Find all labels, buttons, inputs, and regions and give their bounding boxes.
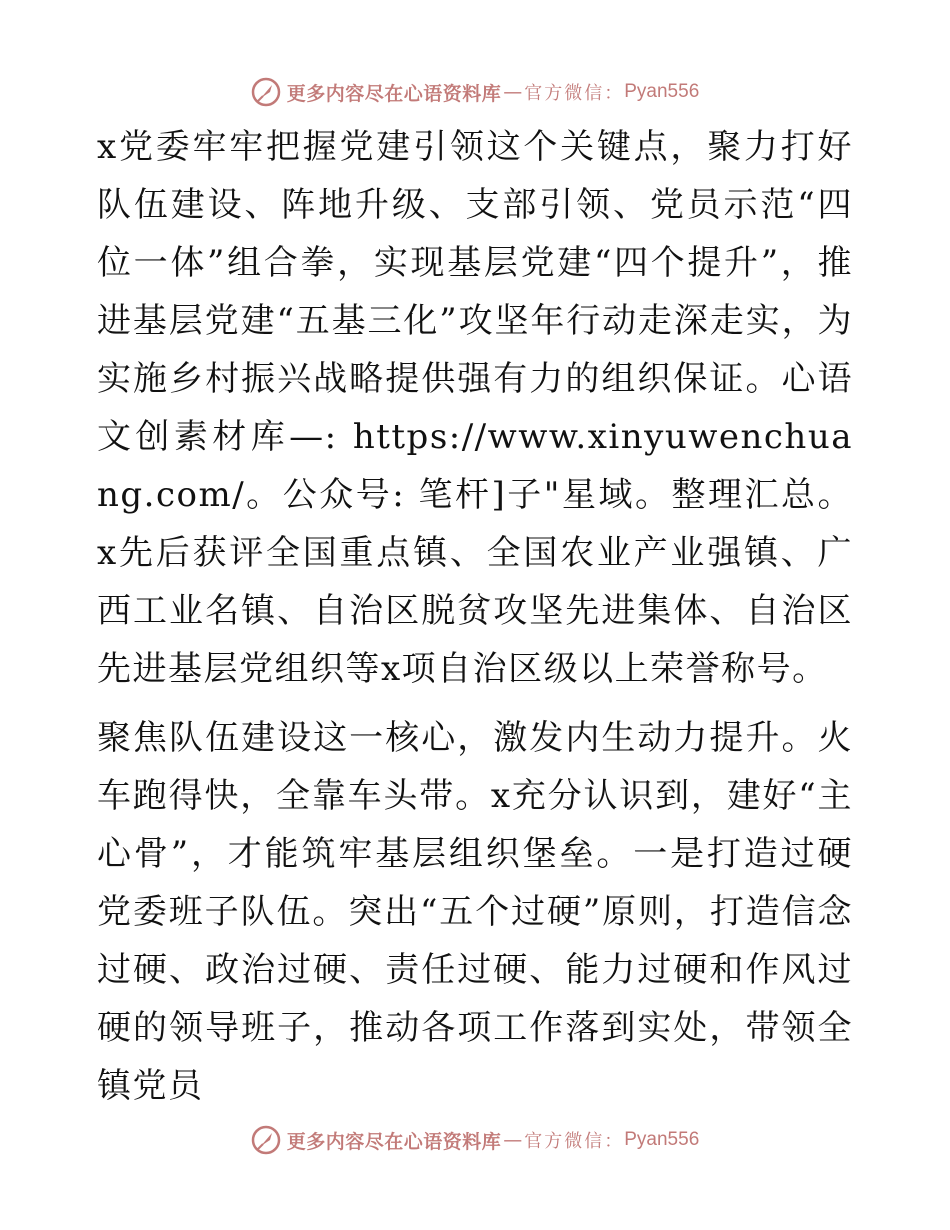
watermark-wechat-label: 官方微信： xyxy=(524,1131,625,1152)
watermark-wechat-id: Pyan556 xyxy=(624,81,700,102)
watermark-separator: — xyxy=(503,1129,523,1151)
document-body xyxy=(97,118,853,1126)
watermark-main-text: 更多内容尽在心语资料库 xyxy=(286,1130,502,1153)
feather-pen-logo-icon xyxy=(251,1125,281,1155)
feather-pen-logo-icon xyxy=(251,77,281,107)
header-watermark xyxy=(0,72,950,112)
paragraph-1: x党委牢牢把握党建引领这个关键点，聚力打好队伍建设、阵地升级、支部引领、党员示范“四位一体”组合拳，实现基层党建“四个提升”，推进基层党建“五基三化”攻坚年行动走深走实，为实施乡村振兴战略提供强有力的组织保证。心语文创素材库—: https://www.xinyuwenchuang.com/。公众号: 笔杆]子"星域。整理汇总。x先后获评全国重点镇、全国农业产业强镇、广西工业名镇、自治区脱贫攻坚先进集体、自治区先进基层党组织等x项自治区级以上荣誉称号。 xyxy=(97,127,853,689)
watermark-wechat-id: Pyan556 xyxy=(624,1129,700,1150)
watermark-main-text: 更多内容尽在心语资料库 xyxy=(286,82,502,105)
footer-watermark xyxy=(0,1120,950,1160)
watermark-separator: — xyxy=(503,81,523,103)
watermark-wechat-label: 官方微信： xyxy=(524,83,625,104)
paragraph-2: 聚焦队伍建设这一核心，激发内生动力提升。火车跑得快，全靠车头带。x充分认识到，建好“主心骨”，才能筑牢基层组织堡垒。一是打造过硬党委班子队伍。突出“五个过硬”原则，打造信念过硬、政治过硬、责任过硬、能力过硬和作风过硬的领导班子，推动各项工作落到实处，带领全镇党员 xyxy=(97,718,853,1106)
